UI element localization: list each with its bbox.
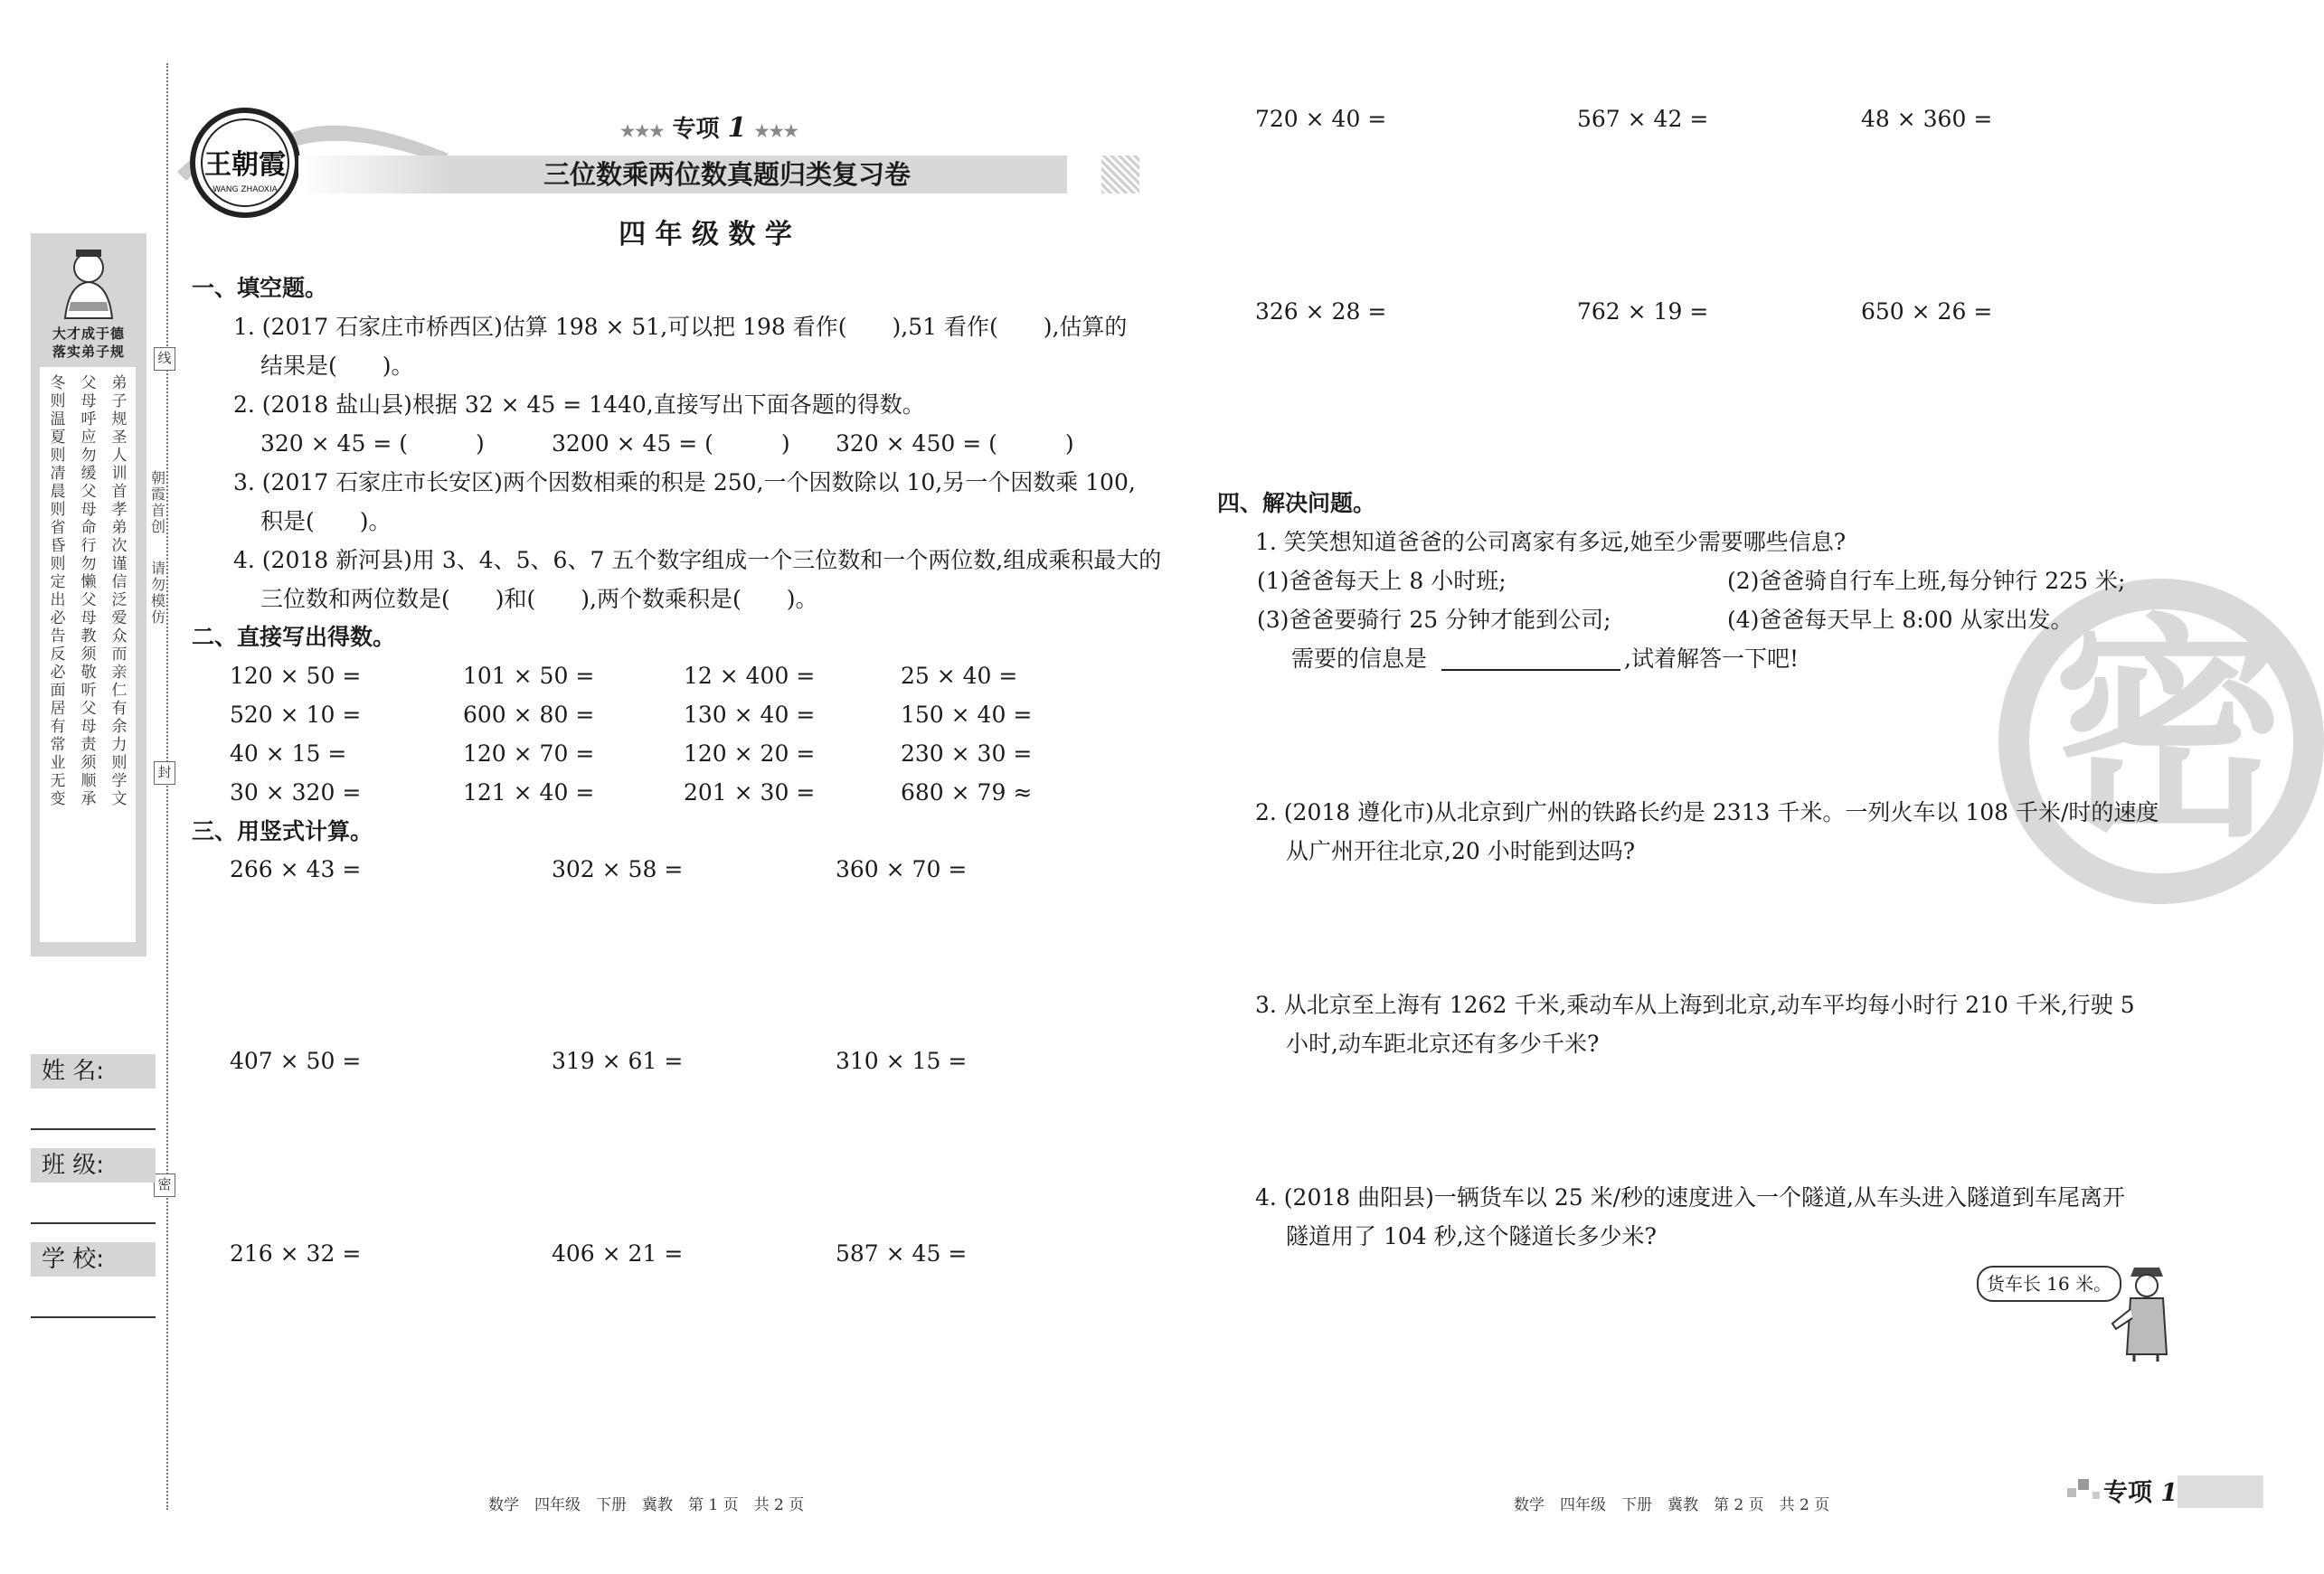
footer-page-1: 数学 四年级 下册 冀教 第 1 页 共 2 页 <box>488 1496 805 1514</box>
problem-1-answer-line[interactable] <box>1441 669 1620 671</box>
corner-tag <box>2103 1477 2178 1510</box>
problem-1-option: (2)爸爸骑自行车上班,每分钟行 225 米; <box>1727 568 2126 594</box>
school-label: 学 校: <box>31 1242 156 1277</box>
corner-tag-label: 专项 <box>2103 1479 2152 1507</box>
oral-calc-item: 121 × 40 = <box>463 779 595 806</box>
sidebar-panel <box>31 233 146 957</box>
cut-mark-line: 线 <box>154 347 175 371</box>
vertical-calc-item: 319 × 61 = <box>552 1048 684 1074</box>
cut-mark-secret: 密 <box>154 1173 175 1197</box>
copyright-note-1: 朝霞首创 <box>150 469 165 535</box>
question-4-line-1: 4. (2018 新河县)用 3、4、5、6、7 五个数字组成一个三位数和一个两位数,组成乘积最大的 <box>233 547 1162 573</box>
question-3-line-2: 积是( )。 <box>260 508 392 534</box>
problem-1-option: (4)爸爸每天早上 8:00 从家出发。 <box>1727 607 2074 633</box>
oral-calc-item: 120 × 20 = <box>684 740 816 767</box>
question-2-item: 320 × 45 = ( ) <box>260 430 485 457</box>
section-heading-direct: 二、直接写出得数。 <box>192 624 396 650</box>
name-input-line[interactable] <box>31 1128 156 1130</box>
sidebar-verse-box <box>40 367 136 942</box>
oral-calc-item: 25 × 40 = <box>901 663 1018 689</box>
series-heading <box>620 110 798 144</box>
vertical-calc-item: 310 × 15 = <box>836 1048 968 1074</box>
problem-1-need-label: 需要的信息是 <box>1291 646 1428 672</box>
speech-bubble: 货车长 16 米。 <box>1977 1266 2121 1302</box>
question-1-line-2: 结果是( )。 <box>260 353 414 379</box>
oral-calc-item: 120 × 70 = <box>463 740 595 767</box>
oral-calc-item: 680 × 79 ≈ <box>901 779 1033 806</box>
footer-page-2: 数学 四年级 下册 冀教 第 2 页 共 2 页 <box>1514 1496 1830 1514</box>
oral-calc-item: 12 × 400 = <box>684 663 816 689</box>
vertical-calc-item: 302 × 58 = <box>552 856 684 882</box>
svg-text:王朝霞: 王朝霞 <box>204 149 286 181</box>
tag-decor <box>2067 1488 2076 1497</box>
section-heading-problems: 四、解决问题。 <box>1217 490 1376 516</box>
page-subtitle: 四 年 级 数 学 <box>619 219 792 250</box>
class-input-line[interactable] <box>31 1222 156 1224</box>
cut-line <box>166 63 168 1510</box>
sidebar-verse-column: 冬则温夏则凊晨则省昏则定出必告反必面居有常业无变 <box>50 374 66 808</box>
cut-mark-seal: 封 <box>154 761 175 785</box>
oral-calc-item: 120 × 50 = <box>230 663 362 689</box>
page-title: 三位数乘两位数真题归类复习卷 <box>543 159 911 190</box>
tag-decor <box>2093 1492 2100 1499</box>
problem-1-option: (1)爸爸每天上 8 小时班; <box>1257 568 1507 594</box>
problem-4-line-2: 隧道用了 104 秒,这个隧道长多少米? <box>1286 1223 1657 1249</box>
vertical-calc-item: 216 × 32 = <box>230 1240 362 1267</box>
question-4-line-2: 三位数和两位数是( )和( ),两个数乘积是( )。 <box>260 586 818 612</box>
oral-calc-item: 130 × 40 = <box>684 702 816 728</box>
question-3-line-1: 3. (2017 石家庄市长安区)两个因数相乘的积是 250,一个因数除以 10,另一个因数乘 100, <box>233 469 1136 495</box>
vertical-calc-item: 266 × 43 = <box>230 856 362 882</box>
problem-3-line-2: 小时,动车距北京还有多少千米? <box>1286 1031 1600 1057</box>
oral-calc-item: 201 × 30 = <box>684 779 816 806</box>
series-number: 1 <box>727 112 747 144</box>
sidebar-verse-column: 父母呼应勿缓父母命行勿懒父母教须敬听父母责须顺承 <box>80 374 97 808</box>
school-input-line[interactable] <box>31 1316 156 1318</box>
vertical-calc-item: 360 × 70 = <box>836 856 968 882</box>
question-1-line-1: 1. (2017 石家庄市桥西区)估算 198 × 51,可以把 198 看作( ),51 看作( ),估算的 <box>233 314 1128 340</box>
oral-calc-item: 600 × 80 = <box>463 702 595 728</box>
tag-decor <box>2078 1479 2089 1490</box>
sidebar-motto-1: 大才成于德 <box>52 325 125 342</box>
problem-2-line-1: 2. (2018 遵化市)从北京到广州的铁路长约是 2313 千米。一列火车以 108 千米/时的速度 <box>1255 799 2159 825</box>
problem-1-need-suffix: ,试着解答一下吧! <box>1624 646 1799 672</box>
problem-1-option: (3)爸爸要骑行 25 分钟才能到公司; <box>1257 607 1611 633</box>
oral-calc-item: 520 × 10 = <box>230 702 362 728</box>
title-bar-pattern <box>1101 156 1139 193</box>
copyright-note-2: 请勿模仿 <box>150 560 165 626</box>
name-label: 姓 名: <box>31 1054 156 1089</box>
problem-4-line-1: 4. (2018 曲阳县)一辆货车以 25 米/秒的速度进入一个隧道,从车头进入隧道到车尾离开 <box>1255 1184 2125 1211</box>
vertical-calc-item: 720 × 40 = <box>1255 106 1387 132</box>
question-2-item: 3200 × 45 = ( ) <box>552 430 790 457</box>
vertical-calc-item: 650 × 26 = <box>1861 298 1993 325</box>
problem-1-question: 1. 笑笑想知道爸爸的公司离家有多远,她至少需要哪些信息? <box>1255 529 1847 555</box>
oral-calc-item: 40 × 15 = <box>230 740 347 767</box>
problem-2-line-2: 从广州开往北京,20 小时能到达吗? <box>1286 838 1636 864</box>
vertical-calc-item: 567 × 42 = <box>1577 106 1709 132</box>
oral-calc-item: 150 × 40 = <box>901 702 1033 728</box>
corner-tag-number: 1 <box>2160 1479 2178 1507</box>
corner-tag-bg <box>2178 1475 2263 1508</box>
oral-calc-item: 101 × 50 = <box>463 663 595 689</box>
class-label: 班 级: <box>31 1148 156 1183</box>
oral-calc-item: 230 × 30 = <box>901 740 1033 767</box>
section-heading-fill-blank: 一、填空题。 <box>192 275 328 301</box>
svg-text:WANG ZHAOXIA: WANG ZHAOXIA <box>213 185 278 194</box>
vertical-calc-item: 406 × 21 = <box>552 1240 684 1267</box>
scholar-figure-icon <box>52 242 125 318</box>
vertical-calc-item: 762 × 19 = <box>1577 298 1709 325</box>
traffic-officer-icon <box>2107 1255 2179 1363</box>
star-icon: ★★★ <box>620 122 665 141</box>
problem-3-line-1: 3. 从北京至上海有 1262 千米,乘动车从上海到北京,动车平均每小时行 210 千米,行驶 5 <box>1255 992 2135 1018</box>
vertical-calc-item: 587 × 45 = <box>836 1240 968 1267</box>
vertical-calc-item: 407 × 50 = <box>230 1048 362 1074</box>
question-2-item: 320 × 450 = ( ) <box>836 430 1074 457</box>
oral-calc-item: 30 × 320 = <box>230 779 362 806</box>
question-2-line-1: 2. (2018 盐山县)根据 32 × 45 = 1440,直接写出下面各题的得数。 <box>233 391 925 418</box>
secret-seal-char: 密 <box>2053 596 2288 869</box>
vertical-calc-item: 48 × 360 = <box>1861 106 1993 132</box>
section-heading-vertical: 三、用竖式计算。 <box>192 818 373 844</box>
vertical-calc-item: 326 × 28 = <box>1255 298 1387 325</box>
sidebar-motto-2: 落实弟子规 <box>52 344 125 360</box>
sidebar-verse-column: 弟子规圣人训首孝弟次谨信泛爱众而亲仁有余力则学文 <box>111 374 128 808</box>
star-icon: ★★★ <box>754 122 798 141</box>
series-label: 专项 <box>672 116 720 143</box>
